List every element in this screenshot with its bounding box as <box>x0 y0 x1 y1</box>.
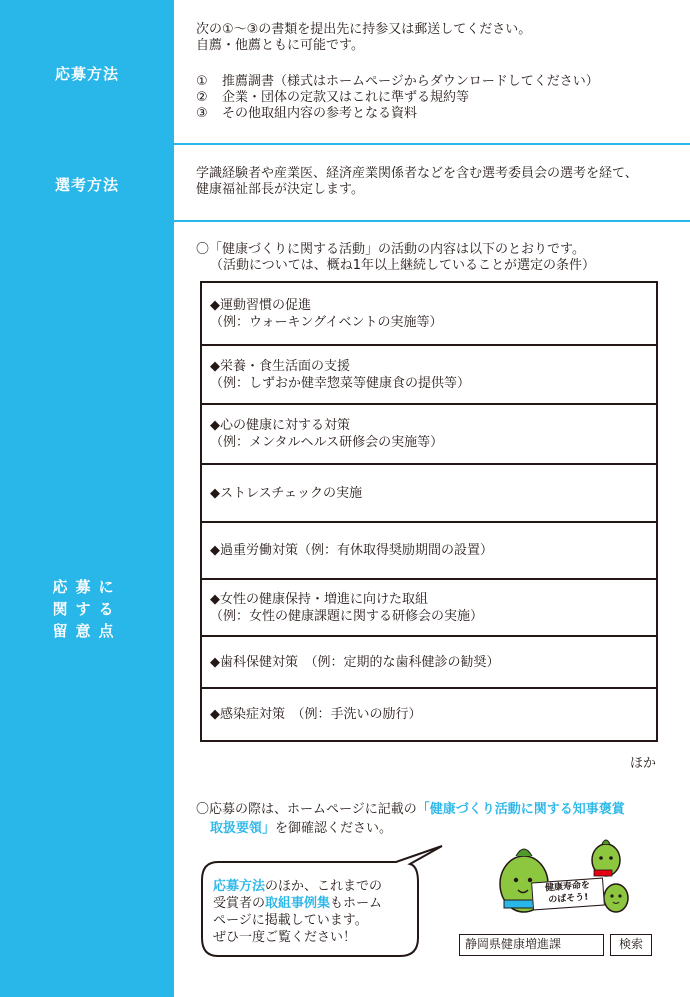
search-button[interactable]: 検索 <box>610 934 652 956</box>
left-label-column <box>0 0 174 997</box>
list-item: ③ その他取組内容の参考となる資料 <box>196 106 418 121</box>
activity-row: ◆栄養・食生活面の支援 （例：しずおか健幸惣菜等健康食の提供等） <box>202 346 656 405</box>
guideline-link[interactable]: 「健康づくり活動に関する知事褒賞 <box>416 802 625 817</box>
section-divider <box>0 220 690 222</box>
etc-note: ほか <box>630 756 657 771</box>
activity-row: ◆心の健康に対する対策 （例：メンタルヘルス研修会の実施等） <box>202 405 656 465</box>
bubble-text: 応募方法のほか、これまでの 受賞者の取組事例集もホーム ページに掲載しています。 ぜひ一度ご覧ください！ <box>213 879 383 945</box>
activity-row: ◆感染症対策 （例：手洗いの励行） <box>210 707 422 722</box>
guideline-link-cont[interactable]: 取扱要領」 <box>210 821 276 836</box>
search-input[interactable]: 静岡県健康増進課 <box>459 934 604 956</box>
activity-row: ◆ストレスチェックの実施 <box>202 465 656 523</box>
activity-row: ◆歯科保健対策 （例：定期的な歯科健診の勧奨） <box>202 637 656 689</box>
activity-intro: 〇「健康づくりに関する活動」の活動の内容は以下のとおりです。 （活動については、概ね1年以上継続していることが選定の条件） <box>196 242 596 273</box>
selection-text: 学識経験者や産業医、経済産業関係者などを含む選考委員会の選考を経て、 健康福祉部長が決定します。 <box>196 166 638 197</box>
application-intro <box>196 22 531 54</box>
section-label-selection-method: 選考方法 <box>54 176 119 194</box>
section-label-application-method: 応募方法 <box>54 65 119 83</box>
activity-row: ◆女性の健康保持・増進に向けた取組 （例：女性の健康課題に関する研修会の実施） <box>202 580 656 637</box>
activity-row: ◆運動習慣の促進 （例：ウォーキングイベントの実施等） <box>202 283 656 346</box>
section-label-notes: 応募に 関する 留意点 <box>52 578 122 640</box>
mascot-banner: 健康寿命を のばそう! <box>531 878 605 911</box>
section-divider <box>0 143 690 145</box>
application-intro-line1: 次の①～③の書類を提出先に持参又は郵送してください。 <box>196 22 532 37</box>
notice-text: 〇応募の際は、ホームページに記載の「健康づくり活動に関する知事褒賞 取扱要領」を御確認ください。 <box>196 802 625 836</box>
list-item: ② 企業・団体の定款又はこれに準ずる規約等 <box>196 90 470 105</box>
activity-row: ◆過重労働対策（例：有休取得奨励期間の設置） <box>202 523 656 580</box>
list-item: ① 推薦調書（様式はホームページからダウンロードしてください） <box>196 74 599 89</box>
application-intro-line2: 自薦・他薦ともに可能です。 <box>196 38 364 53</box>
activity-table <box>200 281 658 742</box>
